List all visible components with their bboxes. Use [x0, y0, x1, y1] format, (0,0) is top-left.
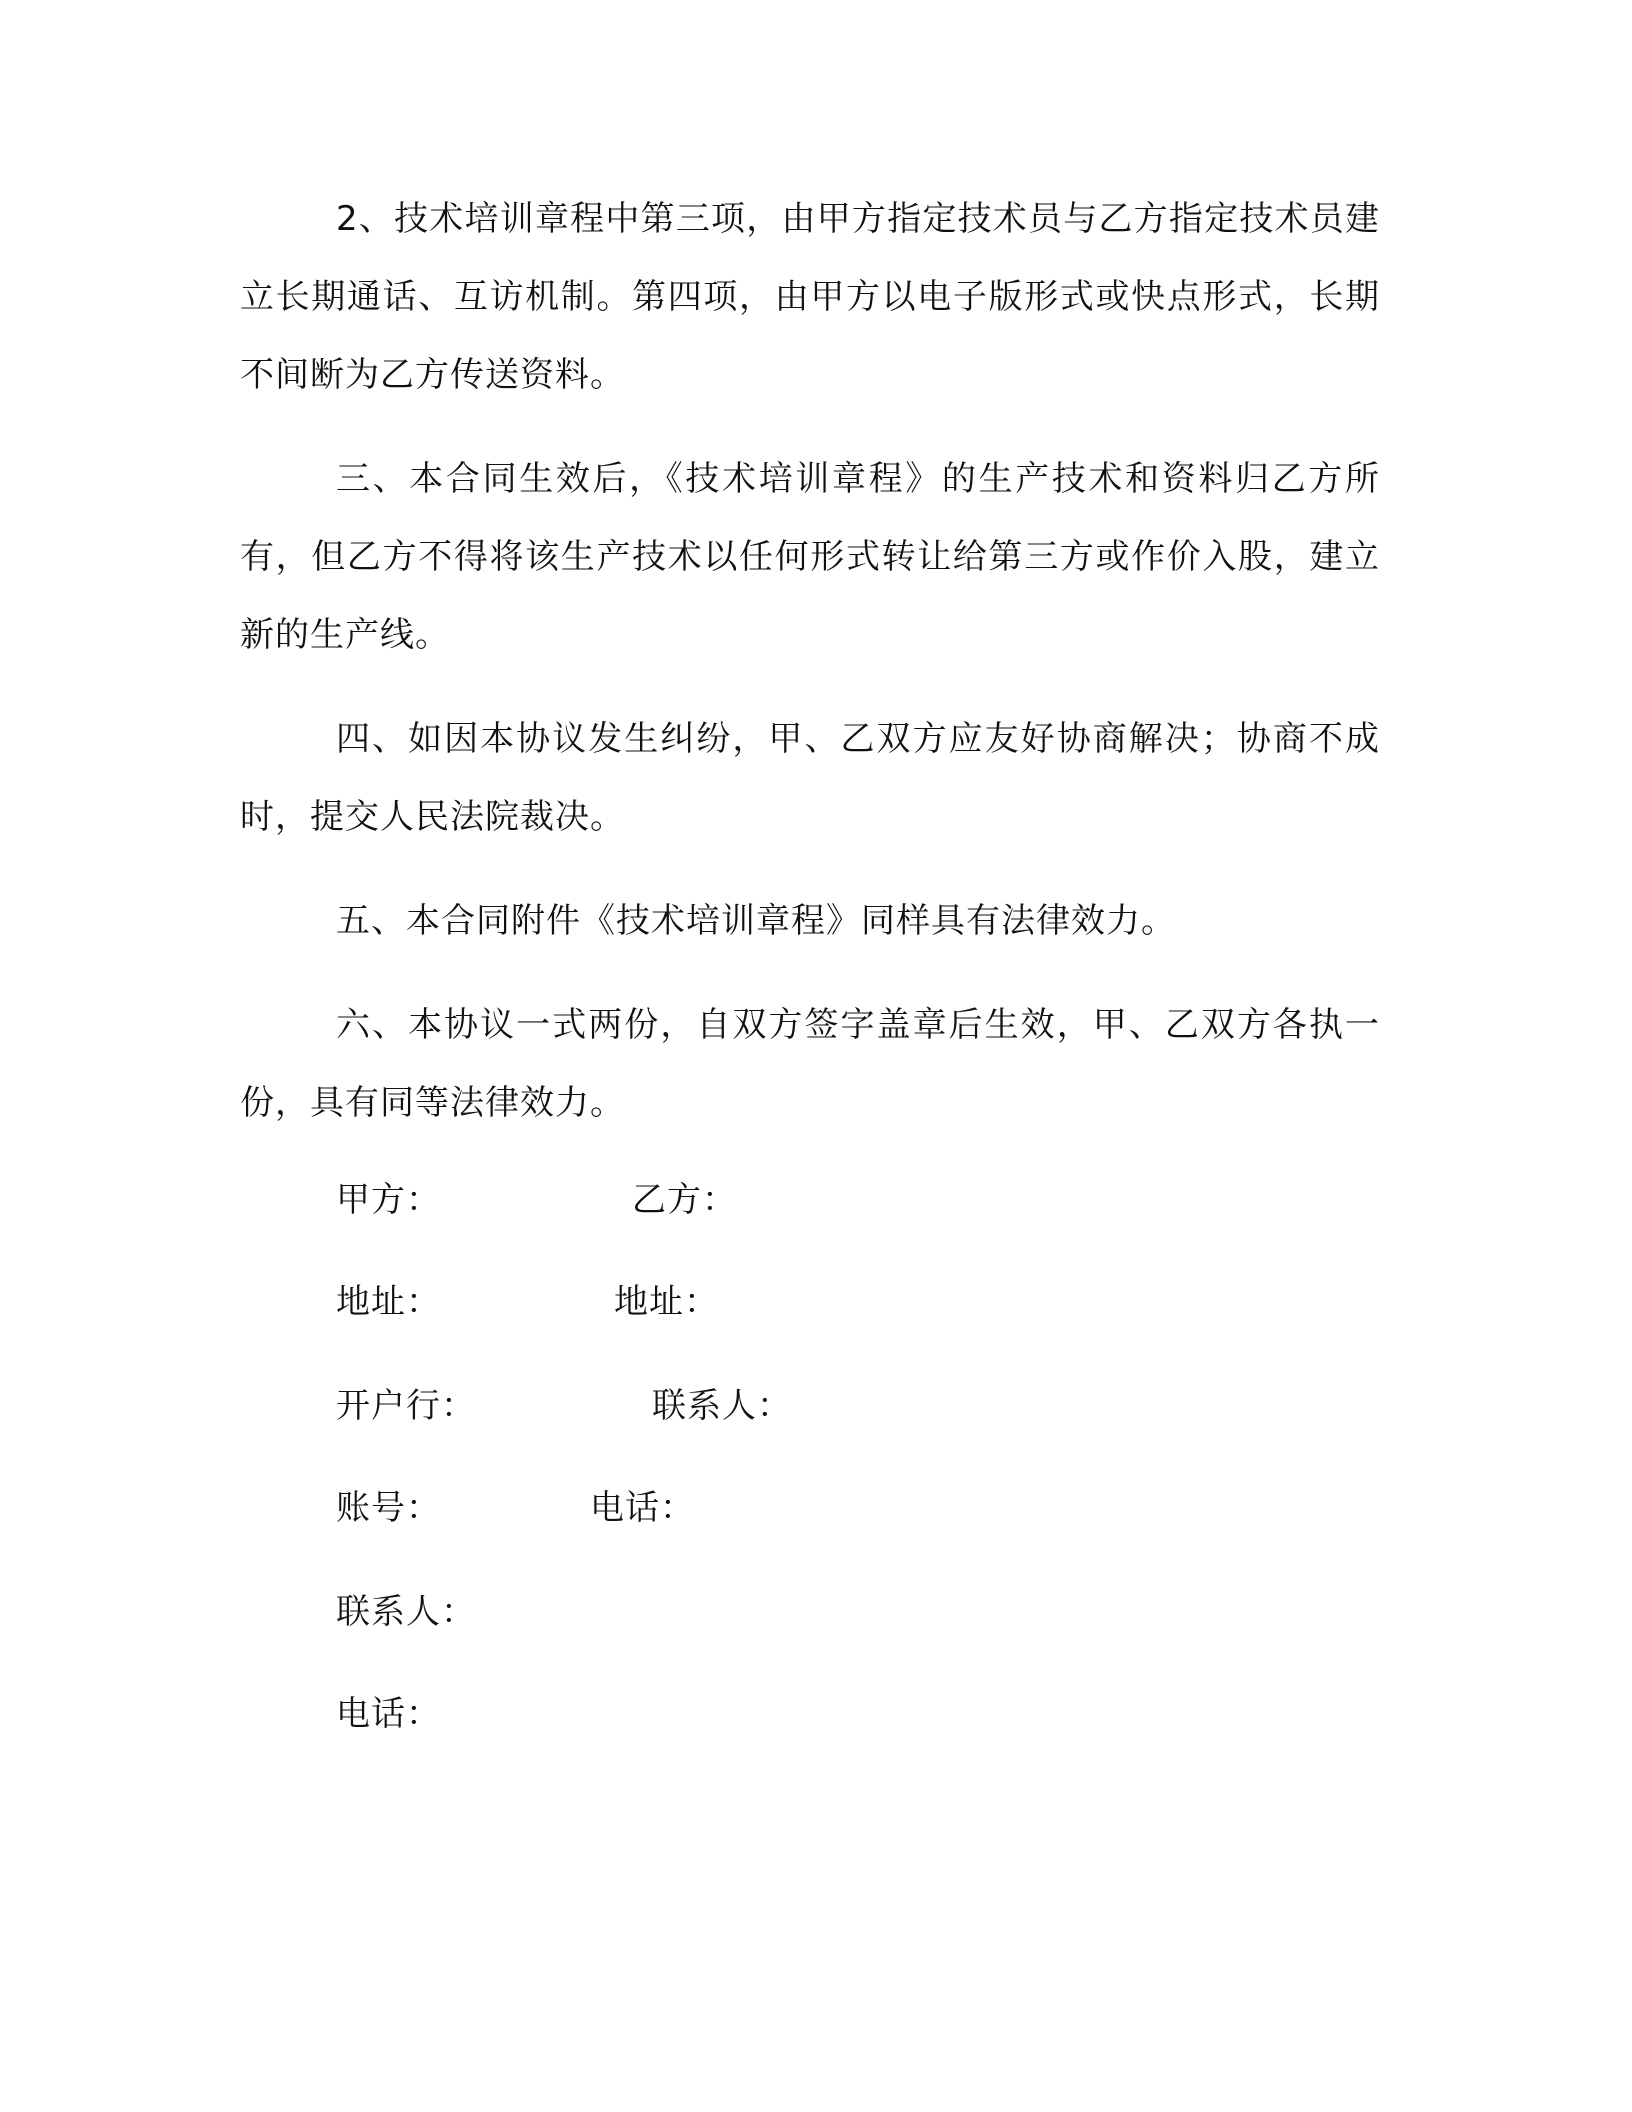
address-b-label: 地址：: [614, 1282, 719, 1322]
signature-row-bank: [0, 1376, 1632, 1436]
clause-paragraph-6: 六、本协议一式两份，自双方签字盖章后生效，甲、乙双方各执一份，具有同等法律效力。: [240, 1005, 1380, 1123]
contact-a-label: 联系人：: [336, 1592, 476, 1632]
clause-paragraph-4: 四、如因本协议发生纠纷，甲、乙双方应友好协商解决；协商不成时，提交人民法院裁决。: [240, 719, 1380, 837]
clause-paragraph-3: 三、本合同生效后，《技术培训章程》的生产技术和资料归乙方所有，但乙方不得将该生产技术以任何形式转让给第三方或作价入股，建立新的生产线。: [240, 459, 1380, 655]
phone-b-label: 电话：: [590, 1488, 695, 1528]
clause-paragraph-5: 五、本合同附件《技术培训章程》同样具有法律效力。: [336, 901, 1176, 941]
signature-row-party: [0, 1170, 1632, 1230]
signature-row-phone: [0, 1684, 1632, 1744]
account-label: 账号：: [336, 1488, 441, 1528]
bank-label: 开户行：: [336, 1386, 476, 1426]
party-b-label: 乙方：: [632, 1180, 737, 1220]
signature-row-account: [0, 1478, 1632, 1538]
phone-a-label: 电话：: [336, 1694, 441, 1734]
clause-paragraph-2: 2、技术培训章程中第三项，由甲方指定技术员与乙方指定技术员建立长期通话、互访机制。第四项，由甲方以电子版形式或快点形式，长期不间断为乙方传送资料。: [240, 199, 1380, 395]
signature-row-contact: [0, 1582, 1632, 1642]
address-a-label: 地址：: [336, 1282, 441, 1322]
signature-row-address: [0, 1272, 1632, 1332]
contact-b-label: 联系人：: [652, 1386, 792, 1426]
party-a-label: 甲方：: [336, 1180, 441, 1220]
